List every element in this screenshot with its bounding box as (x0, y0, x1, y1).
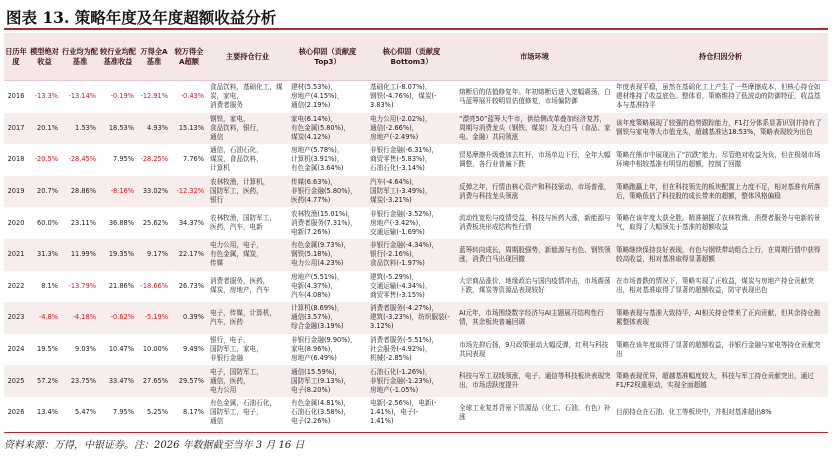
cell-bot3: 消费者服务(-5.51%)， 社会服务(-4.92%)， 机械(-2.85%) (370, 336, 439, 363)
cell-abs: -13.3% (34, 92, 58, 101)
cell-attr: 策略在该年度大获全胜。精准捕捉了农林牧渔、消费者服务与电新的景气，取得了大幅领先于基准的超额收益 (616, 214, 821, 232)
cell-abs: 60.0% (37, 218, 58, 227)
cell-vs-eq: 10.47% (108, 345, 134, 354)
cell-attr: 策略在该年度取得了显著的超额收益，非银行金融与家电等持仓贡献突出 (616, 340, 821, 358)
cell-wind: 33.02% (142, 187, 168, 196)
cell-holdings: 有色金属，石油石化， 国防军工，电子， 通信 (210, 399, 276, 426)
cell-env: 蓝筹转向成长，周期股强势，新能源与有色、钢铁领涨，消费白马出现回撤 (459, 245, 611, 263)
table-row (4, 239, 828, 271)
table-row (4, 207, 828, 239)
cell-year: 2026 (7, 408, 25, 417)
cell-vs-wind: 15.13% (178, 123, 204, 132)
table-header (4, 33, 828, 81)
cell-holdings: 电子，传媒，计算机， 汽车，医药 (210, 308, 276, 326)
cell-wind: -12.91% (140, 92, 168, 101)
cell-top3: 有色金属(9.73%)， 钢铁(5.18%)， 电力公用(4.23%) (291, 241, 351, 268)
source-note: 资料来源：万得，中银证券。注：2026 年数据截至当年 3 月 16 日 (4, 440, 305, 451)
cell-holdings: 食品饮料，基础化工，煤炭，家电， 消费者服务 (210, 83, 283, 110)
cell-holdings: 电子，国防军工， 通信，医药， 电力公用 (210, 367, 263, 394)
cell-top3: 传媒(6.63%)， 非银行金融(5.80%)， 医药(4.77%) (291, 178, 357, 205)
cell-wind: -5.19% (144, 313, 168, 322)
cell-vs-wind: 8.17% (183, 408, 204, 417)
cell-holdings: 农林牧渔，计算机， 国防军工，医药， 银行 (210, 178, 270, 205)
cell-vs-wind: 22.17% (178, 250, 204, 259)
header-cell: 核心仰固（贡献度Bottom3） (382, 47, 441, 66)
cell-eq: 28.86% (70, 187, 96, 196)
cell-year: 2019 (7, 187, 25, 196)
cell-abs: 13.4% (37, 408, 58, 417)
header-cell: 主要持仓行业 (225, 52, 270, 61)
cell-year: 2018 (7, 155, 25, 164)
cell-year: 2023 (7, 313, 25, 322)
strategy-table (4, 33, 828, 429)
cell-attr: 策略继续保持良好表现，有色与钢铁带动组合上行，在周期行情中获得较高收益，相对基准取得显著超额 (616, 245, 821, 263)
cell-wind: -28.25% (140, 155, 168, 164)
cell-top3: 农林牧渔(15.01%)， 消费者服务(7.31%)， 电新(7.26%) (291, 209, 357, 236)
header-cell: 日历年度 (5, 47, 27, 66)
table-row (4, 81, 828, 113)
cell-holdings: 电力公用，电子， 有色金属，煤炭， 传媒 (210, 241, 263, 268)
cell-eq: 11.99% (70, 250, 96, 259)
cell-env: 熔断后的估值修复年。年初熔断后进入宽幅震荡，白马蓝筹展开较明显估值修复，市场偏防御 (459, 87, 611, 105)
cell-vs-eq: -0.62% (110, 313, 134, 322)
cell-top3: 非银行金融(9.90%)， 家电(8.96%)， 房地产(6.49%) (291, 336, 357, 363)
cell-holdings: 银行，电子， 国防军工，家电， 非银行金融 (210, 336, 263, 363)
cell-env: AI元年，市场围绕数字经济与AI主题展开结构性行情，其余板块普遍回调 (459, 308, 604, 326)
page-title: 图表 13. 策略年度及年度超额收益分析 (6, 8, 277, 27)
cell-vs-eq: 36.88% (108, 218, 134, 227)
footer (4, 432, 828, 451)
cell-attr: 目前持仓在石油、化工等板块中，并相对基准超出8% (616, 408, 772, 417)
cell-bot3: 电力公用(-2.02%)， 通信(-2.66%)， 房地产(-2.49%) (370, 114, 432, 141)
cell-top3: 计算机(8.69%)， 通信(3.57%)， 综合金融(3.19%) (291, 304, 344, 331)
cell-bot3: 消费者服务(-4.27%)， 建筑(-3.23%)，纺织服装(- 3.12%) (370, 304, 450, 331)
cell-holdings: 钢铁，家电， 食品饮料，银行， 通信 (210, 114, 263, 141)
cell-env: 贸易摩擦升级叠加去杠杆，市场单边下行，全年大幅调整，各行业普遍下跌 (459, 150, 611, 168)
cell-bot3: 非银行金融(-4.34%)， 银行(-2.16%)， 食品饮料(-1.97%) (370, 241, 439, 268)
cell-year: 2022 (7, 281, 25, 290)
header-cell: 持仓归因分析 (698, 52, 743, 61)
cell-env: 全球工业复苏背景下资源品（化工、石油、有色）补涨 (459, 403, 611, 421)
cell-top3: 建材(5.53%)， 房地产(4.15%)， 通信(2.19%) (291, 83, 344, 110)
cell-top3: 有色金属(4.81%)， 石油石化(3.58%)， 电子(2.26%) (291, 399, 351, 426)
cell-vs-eq: 7.95% (113, 155, 134, 164)
cell-wind: 4.93% (147, 123, 168, 132)
cell-env: 流动性宽松与疫情受益，科技与医药大涨，新能源与消费板块形成结构性行情 (459, 214, 611, 232)
cell-eq: 23.11% (70, 218, 96, 227)
cell-attr: 策略跑赢上年，但在科技领先的板块配置上力度不足，相对基准有所落后，策略低估了科技股的成长带来的超额，整体风格偏稳 (616, 182, 821, 200)
cell-bot3: 基础化工(-8.07%)， 钢铁(-4.76%)，煤炭(- 3.83%) (370, 83, 437, 110)
cell-eq: -13.79% (68, 281, 96, 290)
table-row (4, 113, 828, 145)
header-cell: 市场环境 (520, 52, 549, 61)
cell-wind: 27.65% (142, 376, 168, 385)
cell-wind: 5.25% (147, 408, 168, 417)
cell-abs: 19.5% (37, 345, 58, 354)
table-row (4, 397, 828, 429)
cell-abs: -4.8% (38, 313, 58, 322)
cell-year: 2021 (7, 250, 25, 259)
cell-env: “漂亮50”蓝筹大牛市，供给侧改革叠加经济复苏，周期与消费龙头（钢铁、煤炭）及大白马（食品、家电、金融）共同领涨 (459, 114, 611, 141)
header-cell: 模型绝对收益 (30, 47, 59, 66)
cell-bot3: 电新(-2.56%)，电新(- 1.41%)，电子(- 1.41%) (370, 399, 437, 426)
title-bar (4, 2, 828, 30)
table-row (4, 176, 828, 208)
cell-abs: 8.1% (41, 281, 58, 290)
cell-vs-wind: 26.73% (178, 281, 204, 290)
cell-env: 反弹之年，行情由核心资产和科技驱动，市场普涨，消费与科技龙头领涨 (459, 182, 611, 200)
cell-vs-eq: 33.47% (108, 376, 134, 385)
cell-abs: 31.3% (37, 250, 58, 259)
cell-holdings: 农林牧渔，国防军工， 医药，汽车，电新 (210, 214, 276, 232)
cell-bot3: 非银行金融(-6.31%)， 商贸零售(-5.83%)， 石油石化(-3.14%) (370, 146, 439, 173)
cell-env: 科技与军工双线领涨，电子、通信等科技板块表现突出，市场活跃度提升 (459, 372, 611, 390)
cell-vs-wind: 29.57% (178, 376, 204, 385)
header-cell: 较行业均配基准收益 (100, 47, 136, 66)
cell-env: 大宗商品涨价，地缘政治与国内疫情冲击，市场震荡下跌，煤炭等资源品表现较好 (459, 277, 611, 295)
cell-holdings: 消费者服务，医药， 煤炭，房地产，汽车 (210, 277, 270, 295)
cell-abs: 57.2% (37, 376, 58, 385)
cell-wind: -18.66% (140, 281, 168, 290)
cell-wind: 10.00% (142, 345, 168, 354)
cell-eq: 23.75% (70, 376, 96, 385)
cell-year: 2024 (7, 345, 25, 354)
cell-top3: 房地产(5.51%)， 电新(4.37%)， 汽车(4.08%) (291, 272, 344, 299)
cell-top3: 房地产(5.78%)， 计算机(3.91%)， 有色金属(3.64%) (291, 146, 344, 173)
cell-vs-eq: -0.19% (110, 92, 134, 101)
cell-bot3: 非银行金融(-3.52%)， 房地产(-3.42%)， 交通运输(-1.69%) (370, 209, 439, 236)
cell-wind: 9.17% (147, 250, 168, 259)
cell-bot3: 建筑(-5.29%)， 交通运输(-4.34%)， 商贸零售(-3.15%) (370, 272, 432, 299)
cell-attr: 策略表现优异，超越基准幅度较大，科技与军工持仓贡献突出，通过F1/F2权重驱动，实现全面超越 (616, 372, 814, 390)
cell-bot3: 石油石化(-1.26%)， 非银行金融(-1.23%)， 房地产(-1.05%) (370, 367, 439, 394)
cell-year: 2025 (7, 376, 25, 385)
table-row (4, 302, 828, 334)
cell-vs-wind: 34.37% (178, 218, 204, 227)
cell-vs-wind: 0.39% (183, 313, 204, 322)
cell-vs-eq: 19.35% (108, 250, 134, 259)
cell-eq: -4.18% (72, 313, 96, 322)
cell-top3: 通信(15.59%)， 国防军工(9.13%)， 电子(8.20%) (291, 367, 351, 394)
cell-vs-wind: -0.43% (180, 92, 204, 101)
cell-abs: 20.1% (37, 123, 58, 132)
cell-top3: 家电(6.14%)， 有色金属(5.80%)， 煤炭(4.12%) (291, 114, 351, 141)
cell-vs-eq: 18.53% (108, 123, 134, 132)
cell-year: 2017 (7, 123, 25, 132)
cell-year: 2020 (7, 218, 25, 227)
cell-bot3: 汽车(-4.64%)， 国防军工(-3.49%)， 煤炭(-3.21%) (370, 178, 432, 205)
cell-year: 2016 (7, 92, 25, 101)
table-row (4, 271, 828, 303)
header-cell: 核心仰固（贡献度Top3） (298, 47, 357, 66)
cell-attr: 策略在熊市中展现出了“抗跌”能力，尽管绝对收益为负，但在极端市场环境中相较基准有明显的超额，控制了回撤 (616, 150, 821, 168)
cell-env: 市场先抑后扬，9月政策驱动大幅反弹，红利与科技共同表现 (459, 340, 609, 358)
cell-vs-eq: 7.95% (113, 408, 134, 417)
cell-attr: 该年度策略展现了较强的趋势跟踪能力，F1打分体系显著识别并持有了钢铁与家电等大市值龙头，超越基准达18.53%，策略表现较为出色 (616, 119, 822, 137)
cell-vs-eq: 21.86% (108, 281, 134, 290)
header-cell: 行业均为配基准 (62, 47, 98, 66)
cell-wind: 25.62% (142, 218, 168, 227)
cell-vs-wind: 9.49% (183, 345, 204, 354)
cell-vs-wind: -12.32% (176, 187, 204, 196)
cell-eq: -28.45% (68, 155, 96, 164)
cell-holdings: 通信，石油石化， 煤炭，食品饮料， 计算机 (210, 146, 263, 173)
cell-vs-eq: -8.16% (110, 187, 134, 196)
cell-abs: 20.7% (37, 187, 58, 196)
cell-attr: 在市场普跌的情况下，策略实现了正收益，煤炭与房地产持仓贡献突出，相对基准取得了显著的超额收益，防守表现出色 (616, 277, 814, 295)
table-row (4, 144, 828, 176)
table-row (4, 334, 828, 366)
cell-attr: 年度表现平稳，虽然在基础化工上产生了一些摩擦成本，但核心持仓如建材维持了收益底色。整体看，策略维持了低波动的防御特征，收益基本与基准持平 (616, 83, 821, 110)
cell-eq: 9.03% (75, 345, 96, 354)
table-row (4, 365, 828, 397)
cell-eq: -13.14% (68, 92, 96, 101)
cell-eq: 1.53% (75, 123, 96, 132)
cell-abs: -20.5% (34, 155, 58, 164)
cell-attr: 策略表现与基准大致持平，AI相关持仓带来了正向贡献，但其余持仓拖累整体表现 (616, 308, 821, 326)
header-cell: 万得全A基准 (140, 47, 168, 66)
cell-vs-wind: 7.76% (183, 155, 204, 164)
header-cell: 较万得全A超额 (174, 47, 204, 66)
cell-eq: 5.47% (75, 408, 96, 417)
